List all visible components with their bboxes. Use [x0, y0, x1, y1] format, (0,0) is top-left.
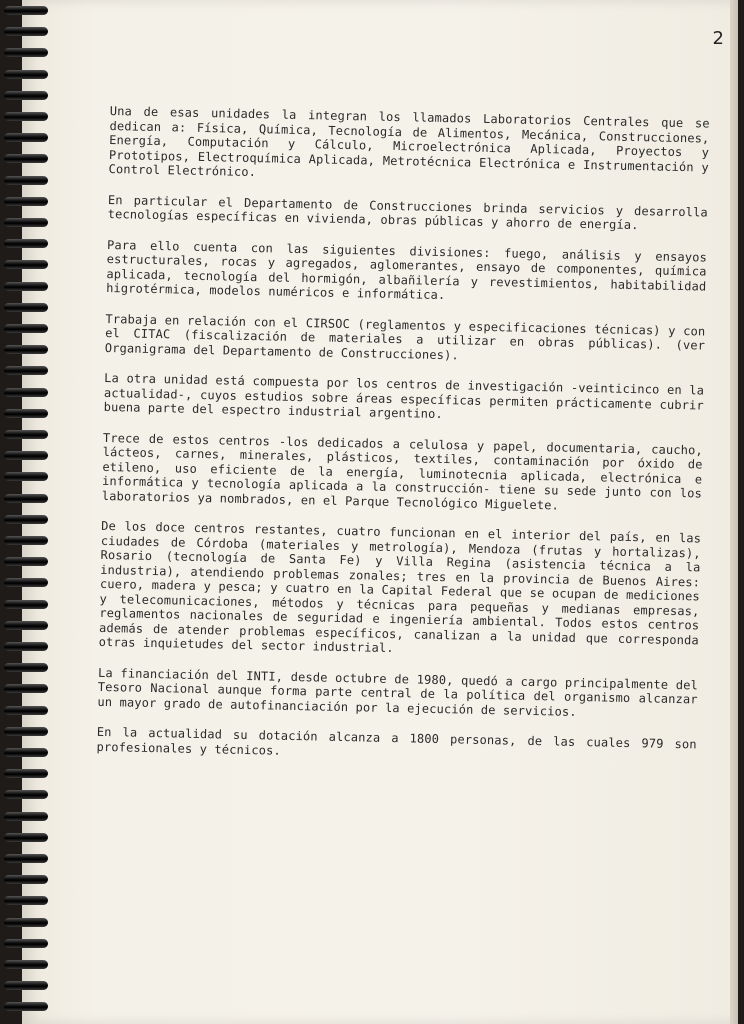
binding-ring: [4, 324, 48, 333]
binding-ring: [4, 578, 48, 587]
binding-ring: [4, 642, 48, 651]
paragraph-cirsoc-citac: Trabaja en relación con el CIRSOC (reglamentos y especificaciones técnicas) y con el CITAC (fiscalización de materiales a utilizar en obras públicas). (ver Organigrama del Departamento de Construcciones).: [104, 311, 706, 362]
binding-ring: [4, 48, 48, 57]
binding-ring: [4, 769, 48, 778]
paragraph-trece-centros: Trece de estos centros -los dedicados a celulosa y papel, documentaria, caucho, lácteos, carnes, minerales, plásticos, textiles, contaminación por óxido de etileno, uso eficiente de la energía, luminotecnia aplicada, electrónica e informática y tecnología aplicada a la construcción- tiene su sede junto con los laboratorios ya nombrados, en el Parque Tecnológico Miguelete.: [101, 430, 704, 512]
binding-ring: [4, 833, 48, 842]
binding-ring: [4, 260, 48, 269]
binding-ring: [4, 27, 48, 36]
binding-ring: [4, 748, 48, 757]
binding-ring: [4, 282, 48, 291]
paragraph-laboratorios-centrales: Una de esas unidades la integran los llamados Laboratorios Centrales que se dedican a: Física, Química, Tecnología de Alimentos, Mecánica, Construcciones, Energía, Computación y Cálculo, Microelectrónica Aplicada, Proyectos y Prototipos, Electroquímica Aplicada, Metrotécnica Electrónica e Instrumentación y Control Electrónico.: [108, 104, 710, 180]
binding-ring: [4, 960, 48, 969]
binding-ring: [4, 451, 48, 460]
binding-ring: [4, 133, 48, 142]
binding-ring: [4, 176, 48, 185]
page-number: 2: [712, 28, 724, 49]
binding-ring: [4, 812, 48, 821]
binding-ring: [4, 494, 48, 503]
binding-ring: [4, 6, 48, 15]
binding-ring: [4, 70, 48, 79]
binding-ring: [4, 854, 48, 863]
binding-ring: [4, 366, 48, 375]
binding-ring: [4, 981, 48, 990]
binding-ring: [4, 154, 48, 163]
binding-ring: [4, 388, 48, 397]
binding-ring: [4, 472, 48, 481]
binding-ring: [4, 1002, 48, 1011]
paper-sheet: [22, 0, 738, 1024]
binding-ring: [4, 303, 48, 312]
binding-ring: [4, 875, 48, 884]
binding-ring: [4, 218, 48, 227]
binding-ring: [4, 896, 48, 905]
binding-ring: [4, 409, 48, 418]
binding-ring: [4, 918, 48, 927]
body-text: [96, 104, 710, 782]
binding-ring: [4, 600, 48, 609]
binding-ring: [4, 112, 48, 121]
binding-ring: [4, 727, 48, 736]
binding-ring: [4, 430, 48, 439]
spiral-binding: [0, 0, 48, 1024]
paragraph-centros-investigacion: La otra unidad está compuesta por los centros de investigación -veinticinco en la actualidad-, cuyos estudios sobre áreas específicas permiten prácticamente cubrir buena parte del espectro industrial argentino.: [103, 370, 705, 422]
paragraph-divisiones: Para ello cuenta con las siguientes divisiones: fuego, análisis y ensayos estructurales, rocas y agregados, aglomerantes, ensayo de componentes, química aplicada, tecnología del hormigón, albañilería y revestimientos, habitabilidad higrotérmica, modelos numéricos e informática.: [106, 237, 708, 303]
binding-ring: [4, 621, 48, 630]
paragraph-departamento-construcciones: En particular el Departamento de Construcciones brinda servicios y desarrolla tecnologías específicas en vivienda, obras públicas y ahorro de energía.: [107, 192, 709, 233]
paragraph-dotacion: En la actualidad su dotación alcanza a 1800 personas, de las cuales 979 son profesionales y técnicos.: [96, 724, 697, 758]
paragraph-financiacion: La financiación del INTI, desde octubre de 1980, quedó a cargo principalmente del Tesoro Nacional aunque forma parte central de la política del organismo alcanzar un mayor grado de autofinanciación por la ejecución de servicios.: [97, 665, 699, 719]
page-edge: [730, 0, 738, 1024]
binding-ring: [4, 939, 48, 948]
binding-ring: [4, 345, 48, 354]
binding-ring: [4, 706, 48, 715]
binding-ring: [4, 684, 48, 693]
binding-ring: [4, 515, 48, 524]
binding-ring: [4, 557, 48, 566]
paragraph-doce-centros: De los doce centros restantes, cuatro funcionan en el interior del país, en las ciudades de Córdoba (materiales y metrología), Mendoza (frutas y hortalizas), Rosario (tecnología de Santa Fe) y Villa Regina (asistencia técnica a la industria), atendiendo problemas zonales; tres en la provincia de Buenos Aires: cuero, madera y pesca; y cuatro en la Capital Federal que se ocupan de mediciones y telecomunicaciones, métodos y técnicas para pequeñas y medianas empresas, reglamentos nacionales de seguridad e ingeniería ambiental. Todos estos centros además de atender problemas específicos, canalizan a la unidad que corresponda otras inquietudes del sector industrial.: [98, 518, 702, 656]
binding-ring: [4, 197, 48, 206]
binding-ring: [4, 91, 48, 100]
binding-ring: [4, 536, 48, 545]
binding-ring: [4, 239, 48, 248]
binding-ring: [4, 663, 48, 672]
binding-ring: [4, 790, 48, 799]
